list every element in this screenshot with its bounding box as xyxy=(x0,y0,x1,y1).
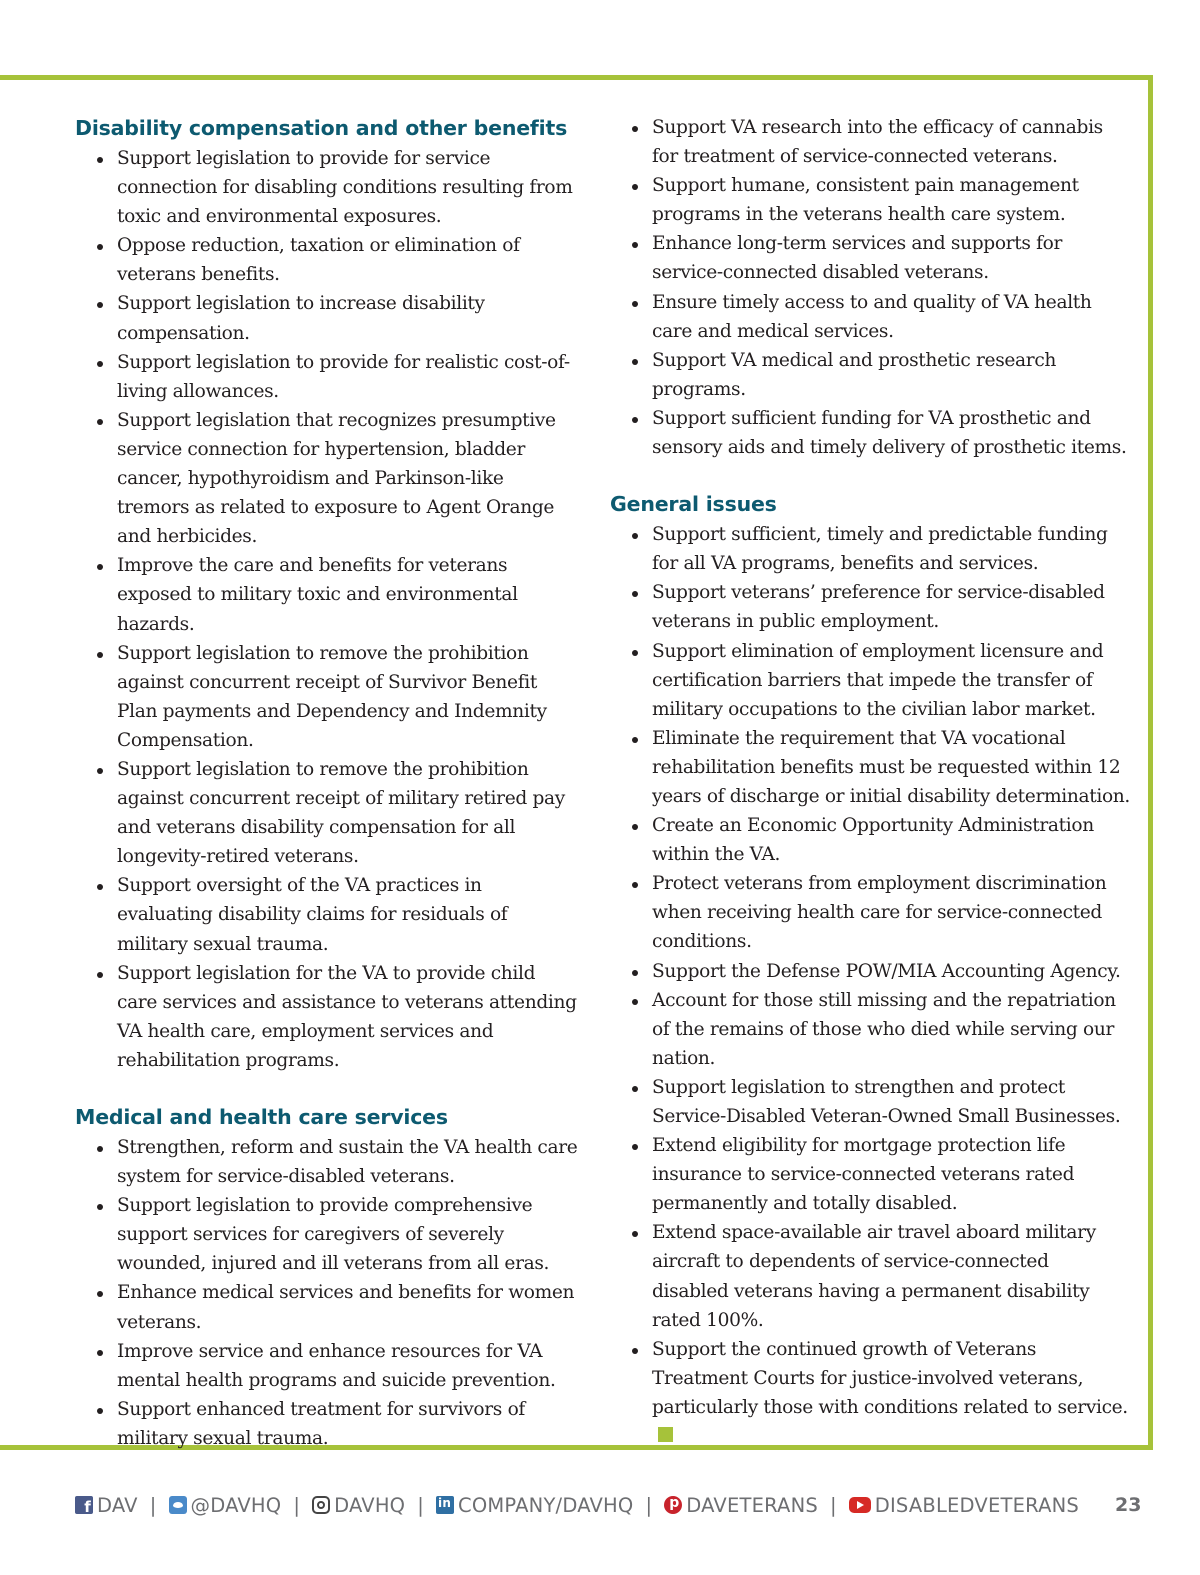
youtube-handle: DISABLEDVETERANS xyxy=(874,1493,1079,1517)
list-item: Eliminate the requirement that VA vocational rehabilitation benefits must be requested within 12 years of discharge or initial disability determination. xyxy=(610,724,1130,811)
pinterest-icon xyxy=(664,1496,682,1514)
list-item: Support sufficient funding for VA prosthetic and sensory aids and timely delivery of prosthetic items. xyxy=(610,404,1130,462)
section-heading: General issues xyxy=(610,492,777,517)
list-item: Support legislation to increase disability compensation. xyxy=(75,289,580,347)
youtube-icon xyxy=(849,1497,871,1513)
list-item: Oppose reduction, taxation or elimination of veterans benefits. xyxy=(75,231,580,289)
list-item-text: Support the continued growth of Veterans Treatment Courts for justice-involved veterans, particularly those with conditions related to service. xyxy=(652,1338,1128,1418)
list-item: Support veterans’ preference for service-disabled veterans in public employment. xyxy=(610,578,1130,636)
list-item: Enhance long-term services and supports for service-connected disabled veterans. xyxy=(610,229,1130,287)
facebook-icon xyxy=(75,1496,93,1514)
list-item: Account for those still missing and the repatriation of the remains of those who died while serving our nation. xyxy=(610,986,1130,1073)
instagram-icon xyxy=(312,1496,330,1514)
twitter-link[interactable] xyxy=(169,1494,282,1517)
section-heading: Medical and health care services xyxy=(75,1105,448,1129)
list-item: Support VA research into the efficacy of cannabis for treatment of service-connected veterans. xyxy=(610,113,1130,171)
right-column xyxy=(610,113,1130,1451)
list-item: Support oversight of the VA practices in evaluating disability claims for residuals of military sexual trauma. xyxy=(75,871,580,958)
youtube-link[interactable] xyxy=(849,1494,1079,1517)
section-medical-continued xyxy=(610,113,1130,462)
separator: | xyxy=(829,1493,837,1517)
list-item: Support the Defense POW/MIA Accounting Agency. xyxy=(610,957,1130,986)
list-item: Improve service and enhance resources for VA mental health programs and suicide prevention. xyxy=(75,1337,580,1395)
separator: | xyxy=(417,1493,425,1517)
list-item: Support VA medical and prosthetic research programs. xyxy=(610,346,1130,404)
list-item: Support legislation to remove the prohibition against concurrent receipt of military retired pay and veterans disability compensation for all longevity-retired veterans. xyxy=(75,755,580,871)
list-item: Support sufficient, timely and predictable funding for all VA programs, benefits and services. xyxy=(610,520,1130,578)
list-item: Support legislation to provide for service connection for disabling conditions resulting from toxic and environmental exposures. xyxy=(75,144,580,231)
list-item: Extend space-available air travel aboard military aircraft to dependents of service-connected disabled veterans having a permanent disability rated 100%. xyxy=(610,1218,1130,1334)
bullet-list xyxy=(610,113,1130,462)
list-item: Support legislation to provide comprehensive support services for caregivers of severely wounded, injured and ill veterans from all eras. xyxy=(75,1191,580,1278)
list-item: Support legislation for the VA to provide child care services and assistance to veterans attending VA health care, employment services and rehabilitation programs. xyxy=(75,959,580,1075)
linkedin-icon xyxy=(436,1496,454,1514)
list-item-last xyxy=(610,1335,1130,1451)
list-item: Ensure timely access to and quality of VA health care and medical services. xyxy=(610,288,1130,346)
list-item: Support humane, consistent pain management programs in the veterans health care system. xyxy=(610,171,1130,229)
bullet-list xyxy=(610,520,1130,1451)
instagram-link[interactable] xyxy=(312,1494,405,1517)
separator: | xyxy=(149,1493,157,1517)
bullet-list xyxy=(75,1133,580,1453)
left-column xyxy=(75,112,580,1453)
section-heading: Disability compensation and other benefits xyxy=(75,116,568,140)
list-item: Extend eligibility for mortgage protection life insurance to service-connected veterans rated permanently and totally disabled. xyxy=(610,1131,1130,1218)
section-general-issues xyxy=(610,488,1130,1451)
list-item: Strengthen, reform and sustain the VA health care system for service-disabled veterans. xyxy=(75,1133,580,1191)
twitter-icon xyxy=(169,1496,187,1514)
facebook-link[interactable] xyxy=(75,1494,138,1517)
list-item: Support legislation to strengthen and protect Service-Disabled Veteran-Owned Small Businesses. xyxy=(610,1073,1130,1131)
facebook-handle: DAV xyxy=(97,1493,138,1517)
section-disability-compensation xyxy=(75,112,580,1075)
page-number: 23 xyxy=(1115,1494,1142,1516)
list-item: Enhance medical services and benefits for women veterans. xyxy=(75,1278,580,1336)
bullet-list xyxy=(75,144,580,1075)
linkedin-link[interactable] xyxy=(436,1494,633,1517)
pinterest-link[interactable] xyxy=(664,1494,818,1517)
section-medical-health-care xyxy=(75,1101,580,1453)
end-mark-icon xyxy=(658,1427,673,1442)
social-footer xyxy=(75,1490,1079,1520)
list-item: Support elimination of employment licensure and certification barriers that impede the transfer of military occupations to the civilian labor market. xyxy=(610,637,1130,724)
list-item: Protect veterans from employment discrimination when receiving health care for service-connected conditions. xyxy=(610,869,1130,956)
list-item: Create an Economic Opportunity Administration within the VA. xyxy=(610,811,1130,869)
list-item: Improve the care and benefits for veterans exposed to military toxic and environmental hazards. xyxy=(75,551,580,638)
separator: | xyxy=(293,1493,301,1517)
instagram-handle: DAVHQ xyxy=(334,1493,406,1517)
twitter-handle: @DAVHQ xyxy=(190,1493,282,1517)
list-item: Support legislation to provide for realistic cost-of-living allowances. xyxy=(75,348,580,406)
pinterest-handle: DAVETERANS xyxy=(686,1493,818,1517)
linkedin-handle: COMPANY/DAVHQ xyxy=(458,1493,634,1517)
separator: | xyxy=(645,1493,653,1517)
list-item: Support legislation to remove the prohibition against concurrent receipt of Survivor Benefit Plan payments and Dependency and Indemnity Compensation. xyxy=(75,639,580,755)
list-item: Support enhanced treatment for survivors of military sexual trauma. xyxy=(75,1395,580,1453)
list-item: Support legislation that recognizes presumptive service connection for hypertension, bladder cancer, hypothyroidism and Parkinson-like tremors as related to exposure to Agent Orange and herbicides. xyxy=(75,406,580,551)
